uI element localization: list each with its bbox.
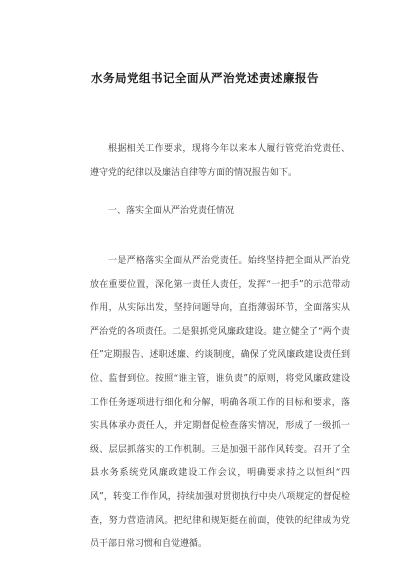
section-heading: 一、落实全面从严治党责任情况	[108, 206, 235, 216]
section-paragraph: 一是严格落实全面从严治党责任。始终坚持把全面从严治党放在重要位置，深化第一责任人责任，发挥“一把手”的示范带动作用，从实际出发，坚持问题导向，直指薄弱环节，全面落实从严治党的各项责任。二是狠抓党风廉政建设。建立健全了“两个责任”定期报告、述职述廉、约谈制度，确保了党风廉政建设责任到位、监督到位。按照“谁主管，谁负责”的原则，将党风廉政建设工作任务逐项进行细化和分解，明确各项工作的目标和要求，落实具体承办责任人，并定期督促检查落实情况，形成了一级抓一级、层层抓落实的工作机制。三是加强干部作风转变。召开了全县水务系统党风廉政建设工作会议，明确要求持之以恒纠“四风”，转变工作作风，持续加强对贯彻执行中央八项规定的督促检查，努力营造清风。把纪律和规矩挺在前面，使铁的纪律成为党员干部日常习惯和自觉遵循。	[90, 256, 350, 550]
intro-paragraph: 根据相关工作要求，现将今年以来本人履行管党治党责任、遵守党的纪律以及廉洁自律等方面的情况报告如下。	[90, 144, 350, 178]
document-title: 水务局党组书记全面从严治党述责述廉报告	[91, 71, 319, 85]
